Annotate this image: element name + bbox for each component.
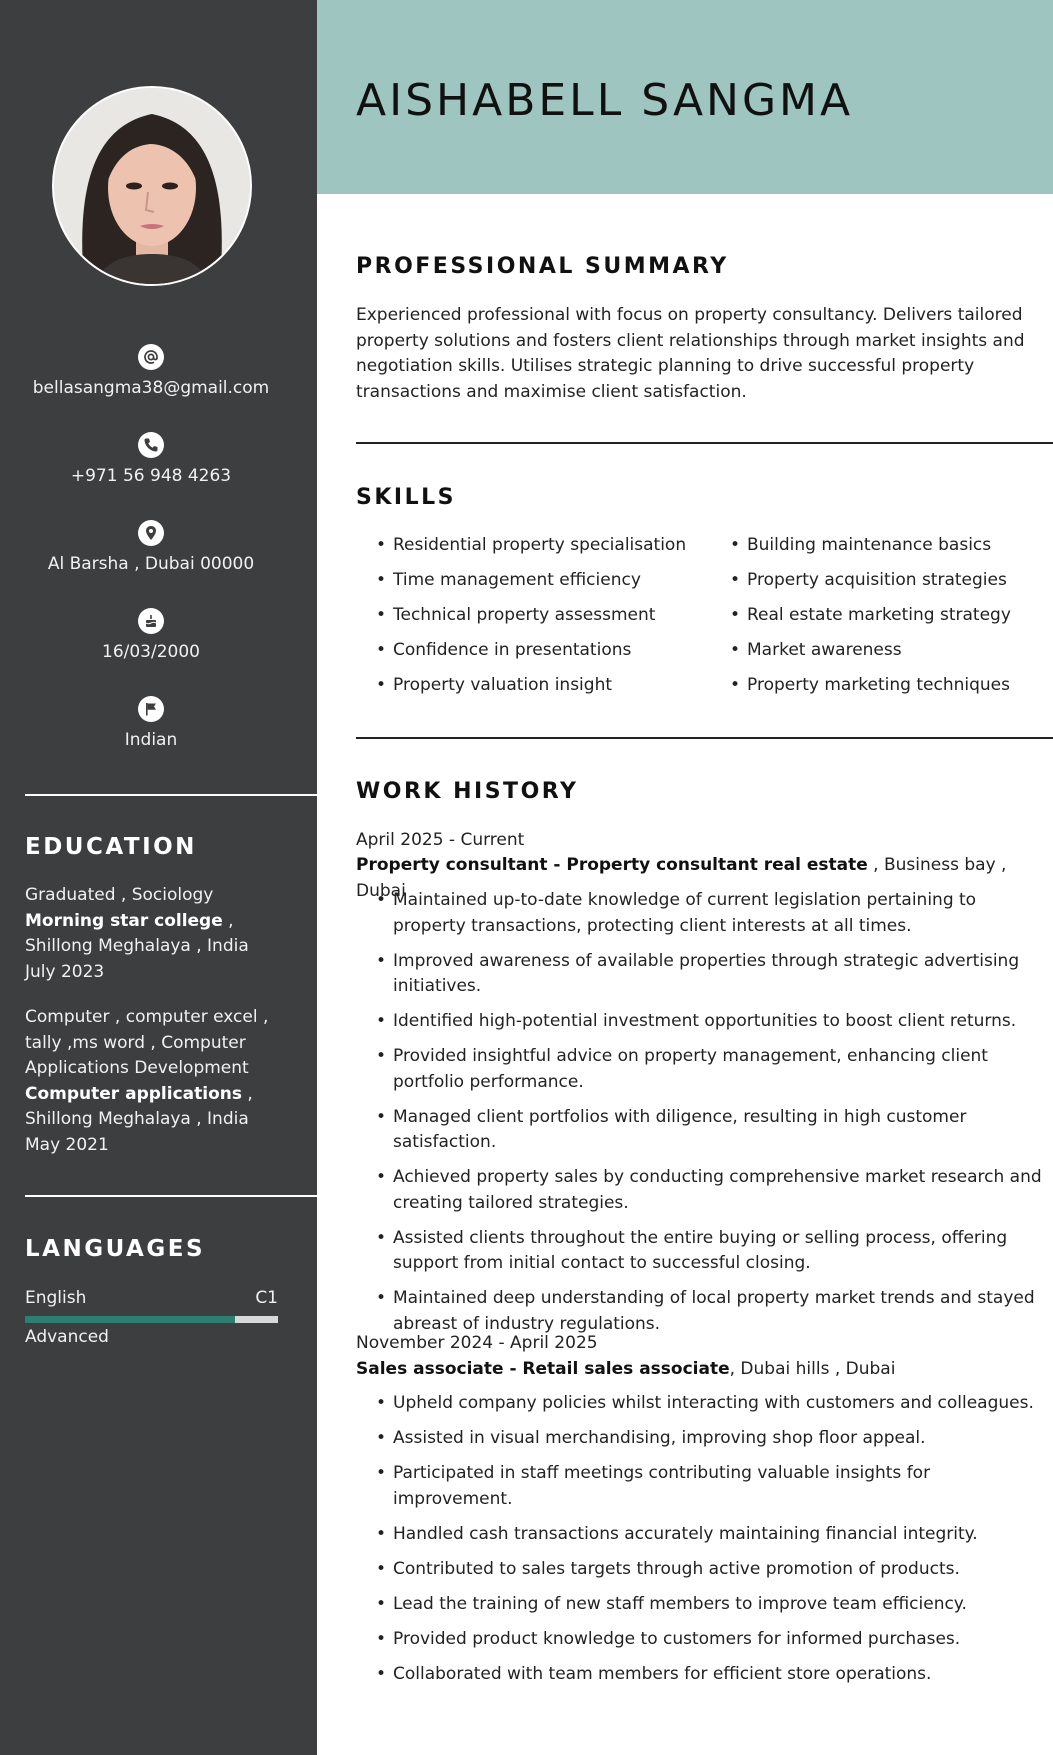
contact-address	[0, 520, 302, 575]
job-title: Property consultant - Property consultant real estate	[356, 855, 868, 875]
skill-item: • Technical property assessment	[356, 603, 706, 638]
duty-item: • Lead the training of new staff members to improve team efficiency.	[356, 1592, 1053, 1618]
skill-item: • Property valuation insight	[356, 673, 706, 708]
duty-item: • Provided insightful advice on property management, enhancing client portfolio performance.	[356, 1044, 1053, 1095]
contact-nationality	[0, 696, 302, 751]
summary-heading: PROFESSIONAL SUMMARY	[356, 254, 729, 279]
education-date: May 2021	[25, 1134, 109, 1155]
language-proficiency-bar	[25, 1316, 278, 1323]
duty-item: • Maintained deep understanding of local property market trends and stayed abreast of industry regulations.	[356, 1286, 1053, 1337]
duty-item: • Assisted in visual merchandising, improving shop floor appeal.	[356, 1426, 1053, 1452]
work-history-heading: WORK HISTORY	[356, 779, 579, 804]
location-pin-icon	[138, 520, 164, 546]
education-date: July 2023	[25, 961, 105, 982]
skill-item: • Building maintenance basics	[710, 533, 1050, 568]
phone-icon	[138, 432, 164, 458]
skills-heading: SKILLS	[356, 485, 456, 510]
skill-item: • Property marketing techniques	[710, 673, 1050, 708]
education-location: , Shillong Meghalaya , India	[25, 910, 249, 956]
language-level: C1	[255, 1288, 278, 1308]
job-title: Sales associate - Retail sales associate	[356, 1359, 730, 1379]
address-text: Al Barsha , Dubai 00000	[47, 554, 255, 574]
job-location: , Business bay , Dubai	[356, 855, 1007, 901]
phone-text: +971 56 948 4263	[70, 466, 232, 486]
education-heading: EDUCATION	[25, 834, 197, 860]
job-dates: November 2024 - April 2025	[356, 1333, 598, 1353]
education-entry	[25, 1005, 295, 1158]
language-name: English	[25, 1288, 87, 1308]
summary-text: Experienced professional with focus on property consultancy. Delivers tailored property solutions and fosters client relationships through market insights and negotiation skills. Utilises strategic planning to drive successful property transactions and maximise client satisfaction.	[356, 305, 1025, 402]
skill-item: • Confidence in presentations	[356, 638, 706, 673]
skill-item: • Residential property specialisation	[356, 533, 706, 568]
section-divider	[356, 737, 1053, 739]
skills-list-right	[710, 533, 1050, 708]
languages-heading: LANGUAGES	[25, 1236, 206, 1262]
candidate-name: AISHABELL SANGMA	[356, 75, 854, 126]
skill-item: • Market awareness	[710, 638, 1050, 673]
job-location: , Dubai hills , Dubai	[729, 1359, 896, 1379]
sidebar-divider	[25, 1195, 317, 1197]
job-duties	[356, 1391, 1053, 1697]
duty-item: • Assisted clients throughout the entire buying or selling process, offering support from initial contact to successful closing.	[356, 1226, 1053, 1277]
education-degree: Graduated , Sociology	[25, 885, 214, 905]
section-divider	[356, 442, 1053, 444]
duty-item: • Upheld company policies whilst interacting with customers and colleagues.	[356, 1391, 1053, 1417]
skill-item: • Property acquisition strategies	[710, 568, 1050, 603]
duty-item: • Achieved property sales by conducting comprehensive market research and creating tailored strategies.	[356, 1165, 1053, 1216]
email-text[interactable]: bellasangma38@gmail.com	[32, 378, 270, 398]
profile-photo	[52, 86, 252, 286]
portrait-image	[54, 88, 250, 284]
job-title-line	[356, 1356, 1053, 1382]
cake-icon	[138, 608, 164, 634]
language-label: Advanced	[25, 1327, 109, 1347]
language-row	[25, 1288, 278, 1308]
contact-email	[0, 344, 302, 399]
education-school: Computer applications	[25, 1083, 242, 1104]
education-entry	[25, 883, 295, 985]
education-degree: Computer , computer excel , tally ,ms word , Computer Applications Development	[25, 1007, 269, 1078]
language-proficiency-fill	[25, 1316, 235, 1323]
job-dates: April 2025 - Current	[356, 830, 525, 850]
name-header	[317, 0, 1053, 194]
nationality-text: Indian	[124, 730, 178, 750]
duty-item: • Improved awareness of available properties through strategic advertising initiatives.	[356, 949, 1053, 1000]
contact-dob	[0, 608, 302, 663]
duty-item: • Handled cash transactions accurately maintaining financial integrity.	[356, 1522, 1053, 1548]
duty-item: • Identified high-potential investment opportunities to boost client returns.	[356, 1009, 1053, 1035]
skills-list-left	[356, 533, 706, 708]
duty-item: • Participated in staff meetings contributing valuable insights for improvement.	[356, 1461, 1053, 1512]
skill-item: • Real estate marketing strategy	[710, 603, 1050, 638]
duty-item: • Maintained up-to-date knowledge of current legislation pertaining to property transactions, protecting client interests at all times.	[356, 888, 1053, 939]
sidebar-divider	[25, 794, 317, 796]
sidebar	[0, 0, 317, 1755]
at-icon	[138, 344, 164, 370]
duty-item: • Contributed to sales targets through active promotion of products.	[356, 1557, 1053, 1583]
duty-item: • Provided product knowledge to customers for informed purchases.	[356, 1627, 1053, 1653]
education-location: , Shillong Meghalaya , India	[25, 1083, 253, 1129]
dob-text: 16/03/2000	[102, 642, 200, 662]
skill-item: • Time management efficiency	[356, 568, 706, 603]
job-duties	[356, 888, 1053, 1347]
flag-icon	[138, 696, 164, 722]
duty-item: • Collaborated with team members for efficient store operations.	[356, 1662, 1053, 1688]
education-school: Morning star college	[25, 910, 223, 931]
duty-item: • Managed client portfolios with diligence, resulting in high customer satisfaction.	[356, 1105, 1053, 1156]
contact-phone	[0, 432, 302, 487]
